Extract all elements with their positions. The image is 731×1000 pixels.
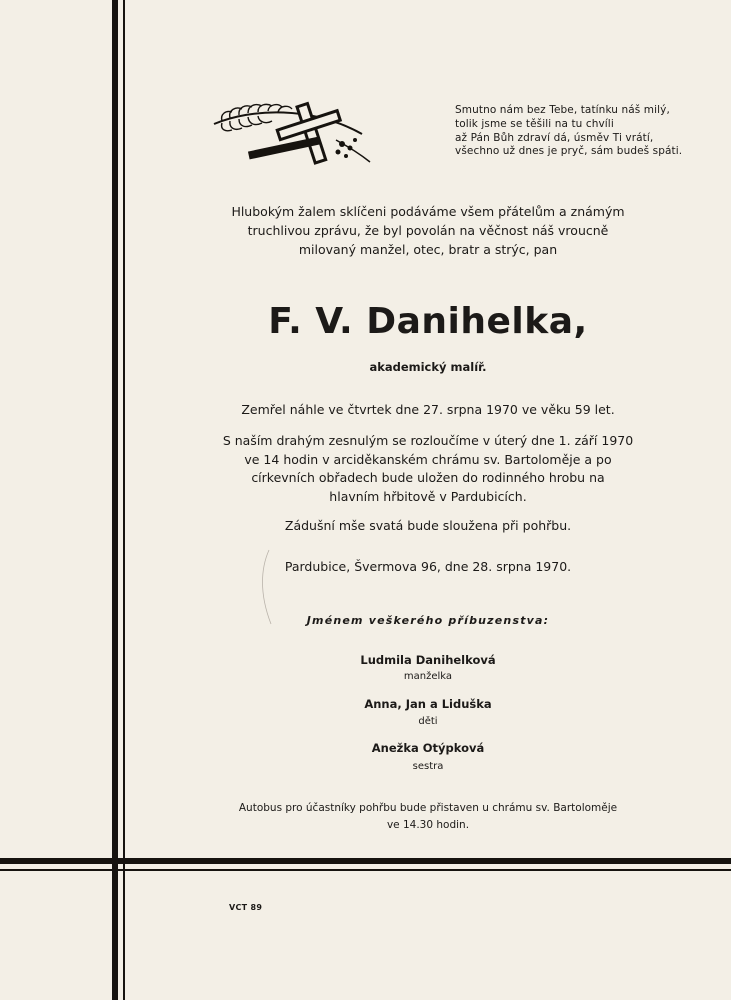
mourning-border-vertical-thin — [123, 0, 125, 1000]
deceased-occupation: akademický malíř. — [369, 360, 487, 374]
family-heading: Jménem veškerého příbuzenstva: — [306, 614, 550, 627]
funeral-line: S naším drahým zesnulým se rozloučíme v úterý dne 1. září 1970 — [222, 433, 634, 448]
poem-line: až Pán Bůh zdraví dá, úsměv Ti vrátí, — [455, 131, 654, 144]
poem-line: všechno už dnes je pryč, sám budeš spáti. — [455, 145, 683, 158]
poem — [455, 104, 695, 159]
bus-line: ve 14.30 hodin. — [386, 819, 470, 831]
relative-role: sestra — [412, 761, 444, 772]
deceased-name: F. V. Danihelka, — [268, 301, 588, 342]
poem-line: Smutno nám bez Tebe, tatínku náš milý, — [455, 104, 670, 116]
funeral-details — [150, 432, 706, 506]
relative-name: Ludmila Danihelková — [360, 653, 496, 667]
relative-name: Anna, Jan a Liduška — [364, 697, 492, 711]
death-notice: Zemřel náhle ve čtvrtek dne 27. srpna 1970 ve věku 59 let. — [241, 402, 615, 417]
place-date: Pardubice, Švermova 96, dne 28. srpna 1970. — [284, 559, 572, 574]
poem-line: tolik jsme se těšili na tu chvíli — [455, 117, 614, 130]
print-code: VCT 89 — [229, 903, 263, 912]
funeral-line: církevních obřadech bude uložen do rodinného hrobu na — [251, 470, 605, 485]
intro-line: truchlivou zprávu, že byl povolán na věčnost náš vroucně — [247, 223, 609, 238]
mourning-border-vertical — [112, 0, 118, 1000]
bus-line: Autobus pro účastníky pohřbu bude přistaven u chrámu sv. Bartoloměje — [238, 802, 618, 814]
mass-notice: Zádušní mše svatá bude sloužena při pohřbu. — [284, 518, 572, 533]
relative-role: manželka — [403, 671, 453, 682]
relative-name: Anežka Otýpková — [371, 741, 485, 755]
funeral-line: ve 14 hodin v arciděkanském chrámu sv. Bartoloměje a po — [244, 451, 612, 467]
bus-notice — [150, 800, 706, 834]
intro-line: milovaný manžel, otec, bratr a strýc, pan — [298, 242, 558, 257]
relative-role: děti — [418, 716, 438, 727]
intro-text — [150, 202, 706, 259]
cross-with-palm-branch-icon — [212, 100, 374, 166]
mourning-border-horizontal-thin — [0, 869, 731, 871]
mourning-border-horizontal — [0, 858, 731, 864]
intro-line: Hlubokým žalem sklíčeni podáváme všem přátelům a známým — [231, 204, 625, 219]
funeral-line: hlavním hřbitově v Pardubicích. — [329, 488, 527, 504]
